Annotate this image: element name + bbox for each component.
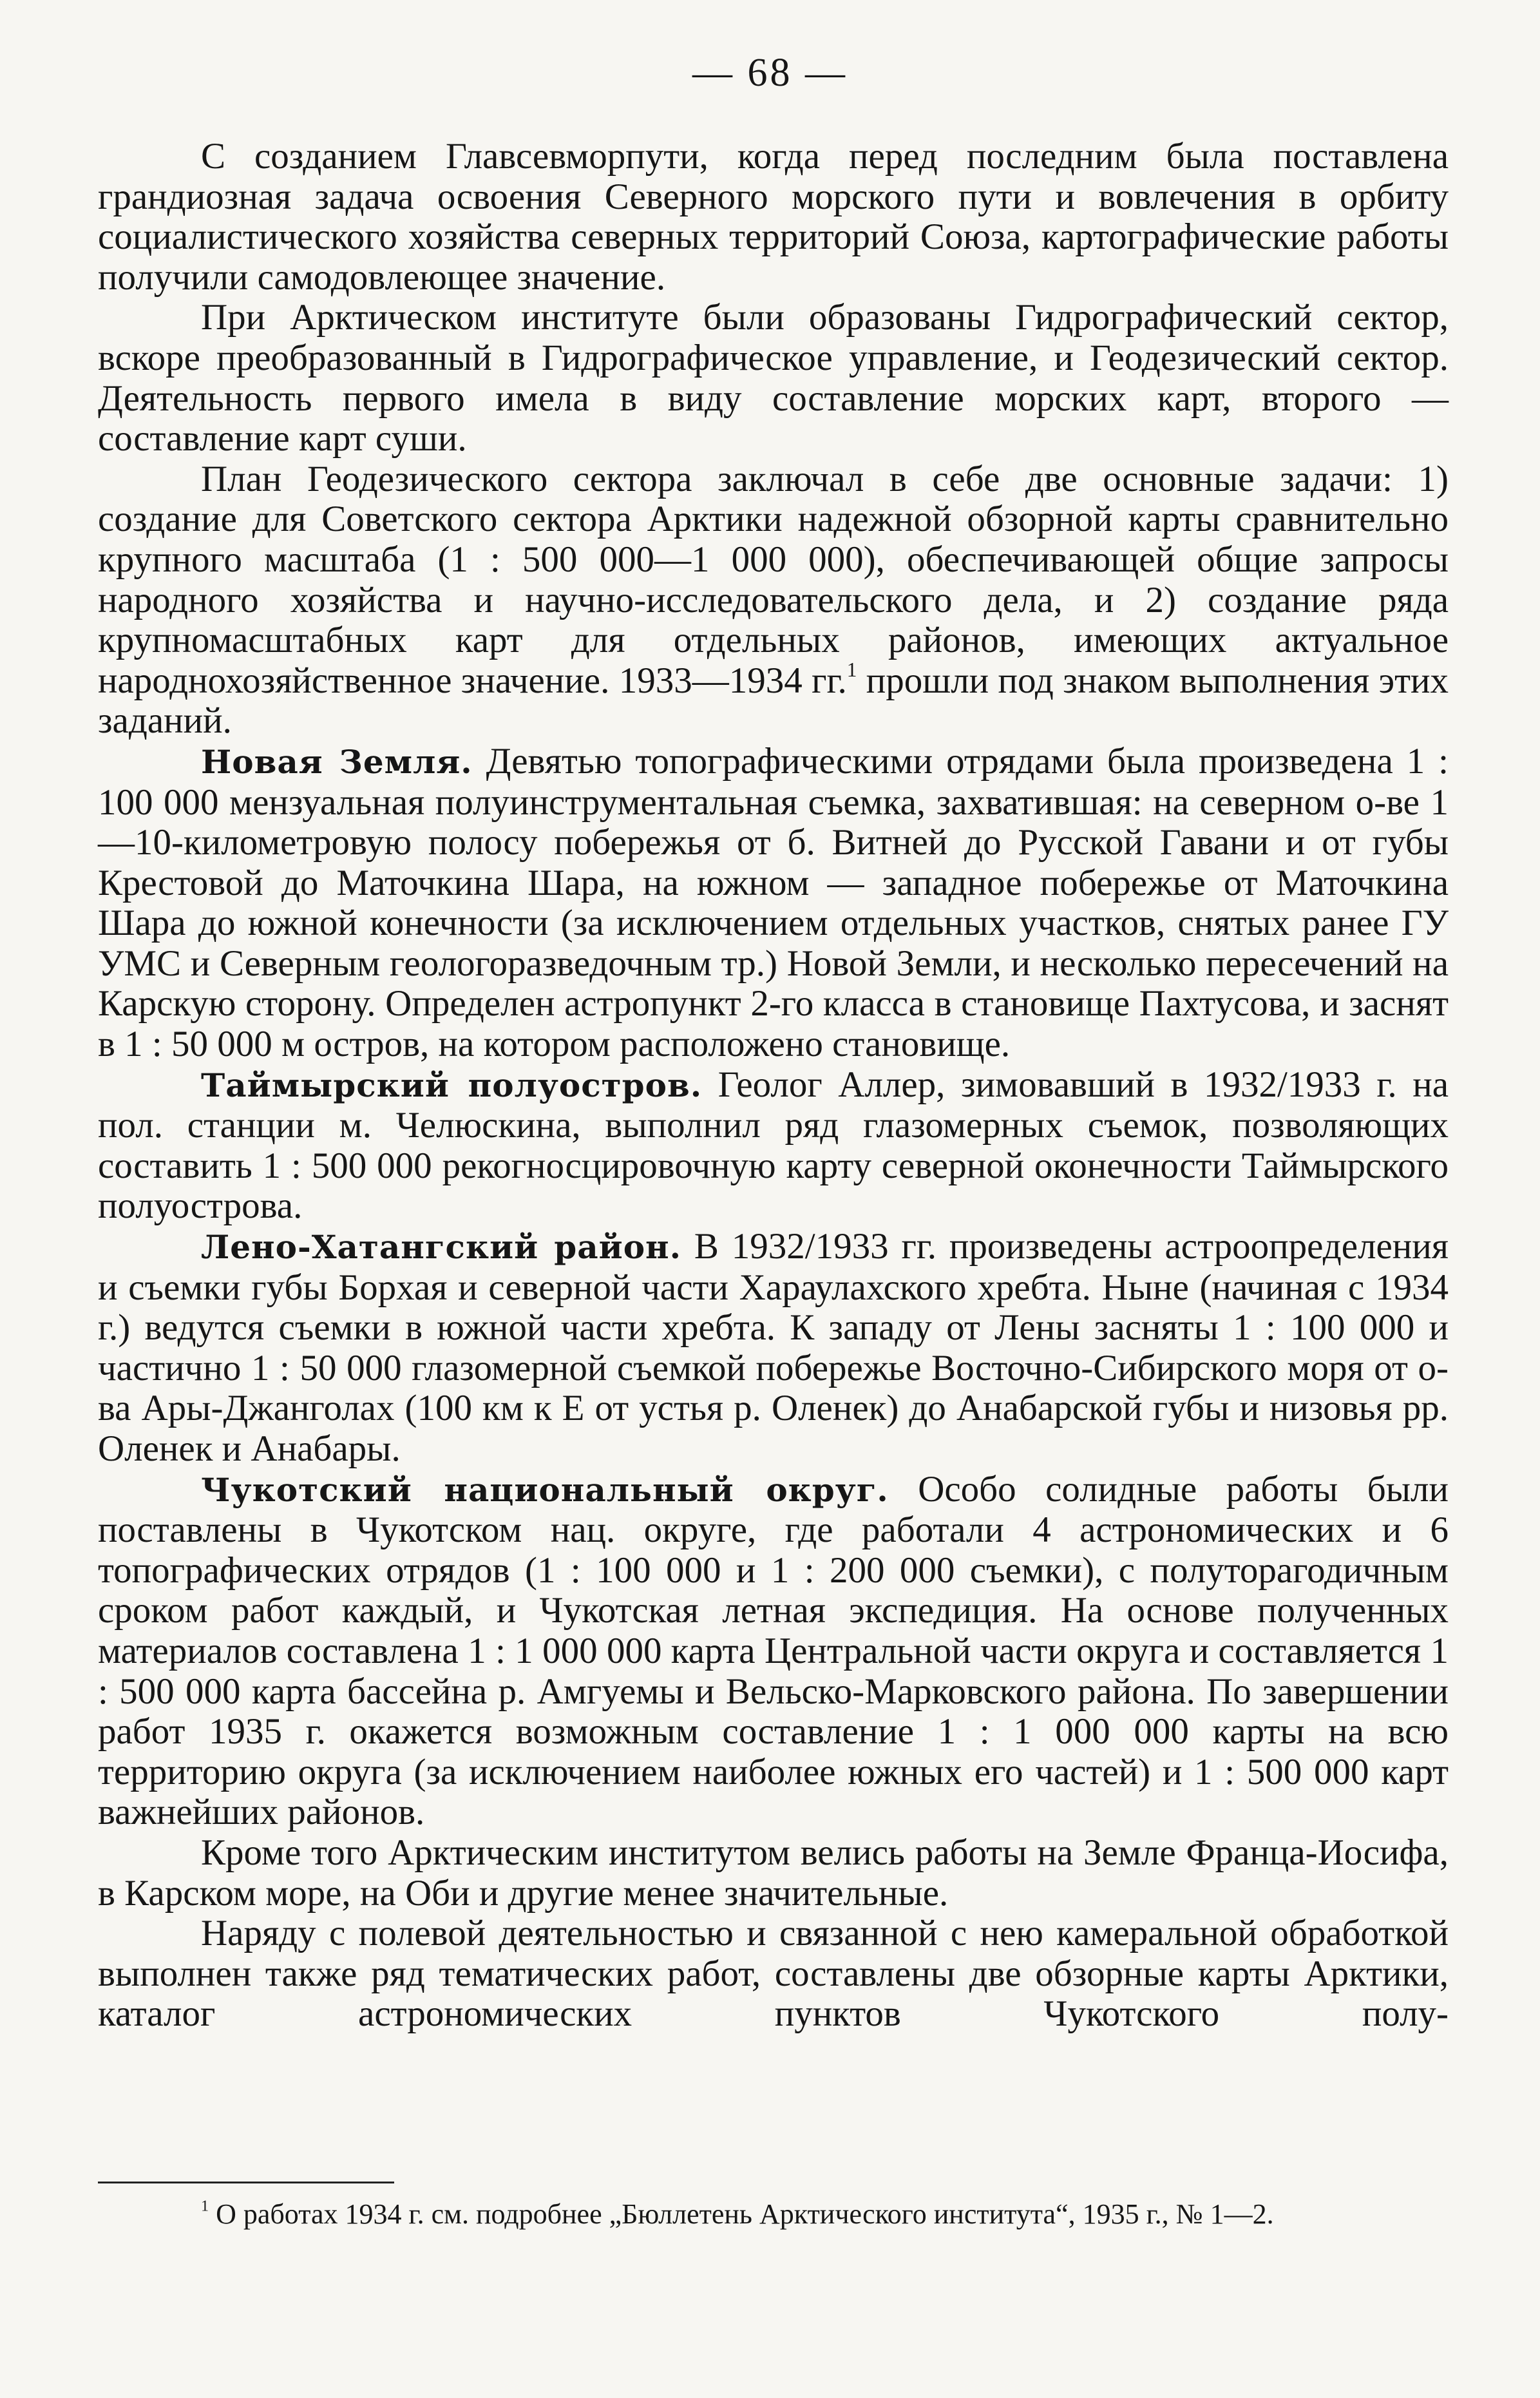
paragraph-arctic-institute-sectors: При Арктическом институте были образованы Гидрографический сектор, вскоре преобразованный в Гидрографическое управление, и Геодезический сектор. Деятельность первого имела в виду составление морских карт, второго — составление карт суши. bbox=[98, 297, 1449, 459]
text-leno-khatanga: В 1932/1933 гг. произведены астроопределения и съемки губы Борхая и северной части Хараулахского хребта. Ныне (начиная с 1934 г.) ведутся съемки в южной части хребта. К западу от Лены засняты 1 : 100 000 и частично 1 : 50 000 глазомерной съемкой побережье Восточно-Сибирского моря от о-ва Ары-Джанголах (100 км к Е от устья р. Оленек) до Анабарской губы и низовья рр. Оленек и Анабары. bbox=[98, 1226, 1449, 1469]
paragraph-glavsevmorput: С созданием Главсевморпути, когда перед последним была поставлена грандиозная задача освоения Северного морского пути и вовлечения в орбиту социалистического хозяйства северных территорий Союза, картографические работы получили самодовлеющее значение. bbox=[98, 136, 1449, 298]
paragraph-geodetic-plan bbox=[98, 459, 1449, 742]
text-novaya-zemlya: Девятью топографическими отрядами была произведена 1 : 100 000 мензуальная полуинструментальная съемка, захватившая: на северном о-ве 1—10-километровую полосу побережья от б. Витней до Русской Гавани и от губы Крестовой до Маточкина Шара, на южном — западное побережье от Маточкина Шара до южной конечности (за исключением отдельных участков, снятых ранее ГУ УМС и Северным геологоразведочным тр.) Новой Земли, и несколько пересечений на Карскую сторону. Определен астропункт 2-го класса в становище Пахтусова, и заснят в 1 : 50 000 м остров, на котором расположено становище. bbox=[98, 740, 1449, 1065]
paragraph-geodetic-plan-text-end: прошли под знаком выполнения этих заданий. bbox=[98, 660, 1449, 742]
heading-taimyr: Таймырский полуостров. bbox=[201, 1066, 703, 1104]
footnote-divider bbox=[98, 2182, 394, 2183]
paragraph-other-works: Кроме того Арктическим институтом велись работы на Земле Франца-Иосифа, в Карском море, на Оби и другие менее значительные. bbox=[98, 1832, 1449, 1914]
paragraph-chukotka bbox=[98, 1470, 1449, 1833]
heading-novaya-zemlya: Новая Земля. bbox=[201, 742, 473, 781]
footnote-mark: 1 bbox=[201, 2197, 209, 2215]
footnote bbox=[98, 2196, 1449, 2233]
paragraph-leno-khatanga bbox=[98, 1227, 1449, 1470]
footnote-reference: 1 bbox=[846, 658, 857, 681]
paragraph-taimyr bbox=[98, 1065, 1449, 1227]
body-text bbox=[98, 137, 1449, 2035]
heading-chukotka: Чукотский национальный округ. bbox=[201, 1470, 889, 1509]
paragraph-thematic-works: Наряду с полевой деятельностью и связанной с нею камеральной обработкой выполнен также ряд тематических работ, составлены две обзорные карты Арктики, каталог астрономических пунктов Чукотского полу- bbox=[98, 1913, 1449, 2035]
heading-leno-khatanga: Лено-Хатангский район. bbox=[201, 1228, 682, 1267]
page-number: — 68 — bbox=[692, 51, 848, 95]
paragraph-geodetic-plan-text: План Геодезического сектора заключал в себе две основные задачи: 1) создание для Советского сектора Арктики надежной обзорной карты сравнительно крупного масштаба (1 : 500 000—1 000 000), обеспечивающей общие запросы народного хозяйства и научно-исследовательского дела, и 2) создание ряда крупномасштабных карт для отдельных районов, имеющих актуальное народнохозяйственное значение. 1933—1934 гг. bbox=[98, 458, 1449, 701]
paragraph-novaya-zemlya bbox=[98, 742, 1449, 1065]
footnote-text: О работах 1934 г. см. подробнее „Бюллетень Арктического института“, 1935 г., № 1—2. bbox=[209, 2198, 1274, 2230]
text-chukotka: Особо солидные работы были поставлены в Чукотском нац. округе, где работали 4 астрономических и 6 топографических отрядов (1 : 100 000 и 1 : 200 000 съемки), с полуторагодичным сроком работ каждый, и Чукотская летная экспедиция. На основе полученных материалов составлена 1 : 1 000 000 карта Центральной части округа и составляется 1 : 500 000 карта бассейна р. Амгуемы и Вельско-Марковского района. По завершении работ 1935 г. окажется возможным составление 1 : 1 000 000 карты на всю территорию округа (за исключением наиболее южных его частей) и 1 : 500 000 карт важнейших районов. bbox=[98, 1468, 1449, 1833]
text-taimyr: Геолог Аллер, зимовавший в 1932/1933 г. на пол. станции м. Челюскина, выполнил ряд глазомерных съемок, позволяющих составить 1 : 500 000 рекогносцировочную карту северной оконечности Таймырского полуострова. bbox=[98, 1064, 1449, 1227]
